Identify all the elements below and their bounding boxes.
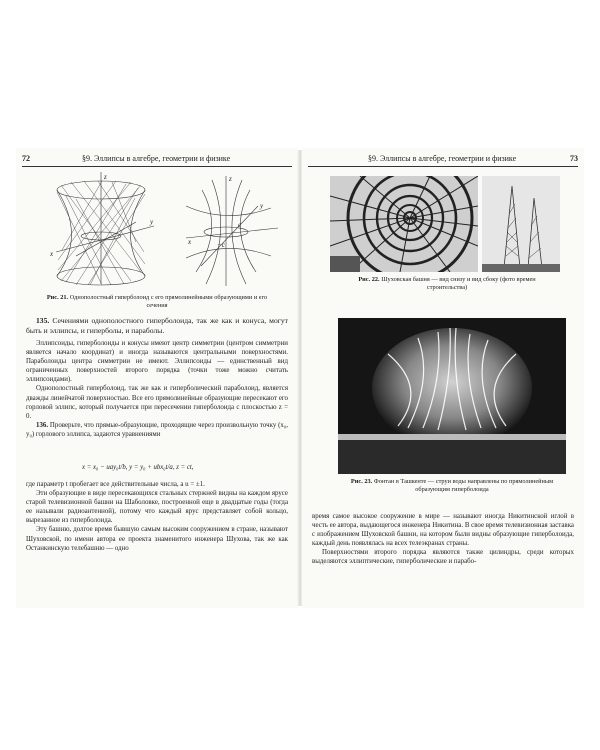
left-page [16, 148, 298, 608]
fig21-axis-x1: x [50, 250, 54, 258]
shukhov-tower-bottom-photo [330, 176, 478, 272]
paragraph-parameter: где параметр t пробегает все действительные числа, а u = ±1. [26, 481, 205, 488]
figure-23-text: Фонтан в Ташкенте — струи воды направлены по прямолинейным образующим гиперболоида [373, 478, 554, 493]
figure-22-text: Шуховская башня — вид снизу и вид сбоку (фото времен строительства) [381, 276, 536, 291]
figure-22-caption [342, 276, 552, 292]
left-page-number: 72 [22, 154, 30, 163]
figure-21-caption [46, 294, 268, 310]
right-body-text [312, 512, 574, 567]
fig21-axis-z2: z [229, 175, 232, 183]
paragraph-135 [26, 316, 288, 336]
right-page-number: 73 [570, 154, 578, 163]
paragraph-hyperboloid: Однополостный гиперболоид, так же как и гиперболический параболоид, является дважды линейчатой поверхностью. Все его прямолинейные образующие пересекают его горловой эллипс, который получается при пересечении гиперболоида с плоскостью z = 0. [26, 385, 288, 420]
paragraph-136 [26, 421, 288, 439]
figure-23-caption [338, 478, 566, 494]
fig21-axis-y1: y [150, 218, 154, 226]
paragraph-surfaces: Поверхностями второго порядка являются также цилиндры, среди которых выделяются эллиптические, гиперболические и парабо- [312, 549, 574, 566]
right-section-header: §9. Эллипсы в алгебре, геометрии и физике [368, 154, 517, 163]
paragraph-shabolovka: Эти образующие в виде пересекающихся стальных стержней видны на каждом ярусе старой телевизионной башни на Шаболовке, построенной еще в двадцатые годы (тогда ее называли радиоантенной), потому что каждый ярус представляет собой кольцо, вырезанное из гиперболоида. [26, 490, 288, 525]
paragraph-136-text: Проверьте, что прямые-образующие, проходящие через произвольную точку (x₀, y₀) горлового эллипса, задаются уравнениями [26, 421, 288, 438]
figure-21-label: Рис. 21. [46, 294, 69, 301]
left-section-header: §9. Эллипсы в алгебре, геометрии и физике [82, 154, 231, 163]
fig21-label-c: c [238, 221, 242, 229]
generator-formula: x = x₀ − uay₀t/b, y = y₀ + ubx₀t/a, z = ct, [82, 464, 194, 471]
figure-21-hyperboloid [46, 172, 281, 288]
right-running-header [308, 154, 578, 167]
figure-22-label: Рис. 22. [358, 276, 380, 283]
paragraph-135-number: 135. [36, 316, 50, 325]
fig21-axis-x2: x [188, 238, 192, 246]
fig21-axis-z1: z [104, 173, 107, 181]
fig21-axis-y2: y [260, 202, 264, 210]
paragraph-136-number: 136. [36, 421, 49, 429]
paragraph-continue: время самое высокое сооружение в мире — называют иногда Никитинской иглой в честь ее автора, выдающегося инженера Никитина. В свое время телевизионная заставка с изображением Шуховской башни, на котором были видны образующие гиперболоида, каждый день появлялась на всех телеэкранах страны. [312, 513, 574, 548]
paragraph-ellipsoids: Эллипсоиды, гиперболоиды и конусы имеют центр симметрии (центром симметрии является начало координат) и иногда называются центральными поверхностями. Параболоиды центра симметрии не имеют. Эллипсоиды — единственный вид ограниченных поверхностей второго порядка (точки тоже можно считать эллипсоидами). [26, 340, 288, 384]
paragraph-135-text: Сечениями однополостного гиперболоида, так же как и конуса, могут быть и эллипсы, и гиперболы, и параболы. [26, 316, 288, 335]
figure-21-text: Однополостный гиперболоид с его прямолинейными образующими и его сечения [69, 294, 268, 309]
left-running-header [22, 154, 292, 167]
figure-23-label: Рис. 23. [350, 478, 373, 485]
right-page [302, 148, 584, 608]
left-body-text-2 [26, 480, 288, 553]
fig21-label-minus-c: −c [217, 241, 225, 249]
paragraph-tower: Эту башню, долгое время бывшую самым высоким сооружением в стране, называют Шуховской, по имени автора ее проекта знаменитого инженера Шухова, так же как Останкинскую телебашню — одно [26, 526, 288, 552]
shukhov-tower-side-photo [482, 176, 560, 272]
left-body-text [26, 316, 288, 439]
tashkent-fountain-photo [338, 318, 566, 474]
